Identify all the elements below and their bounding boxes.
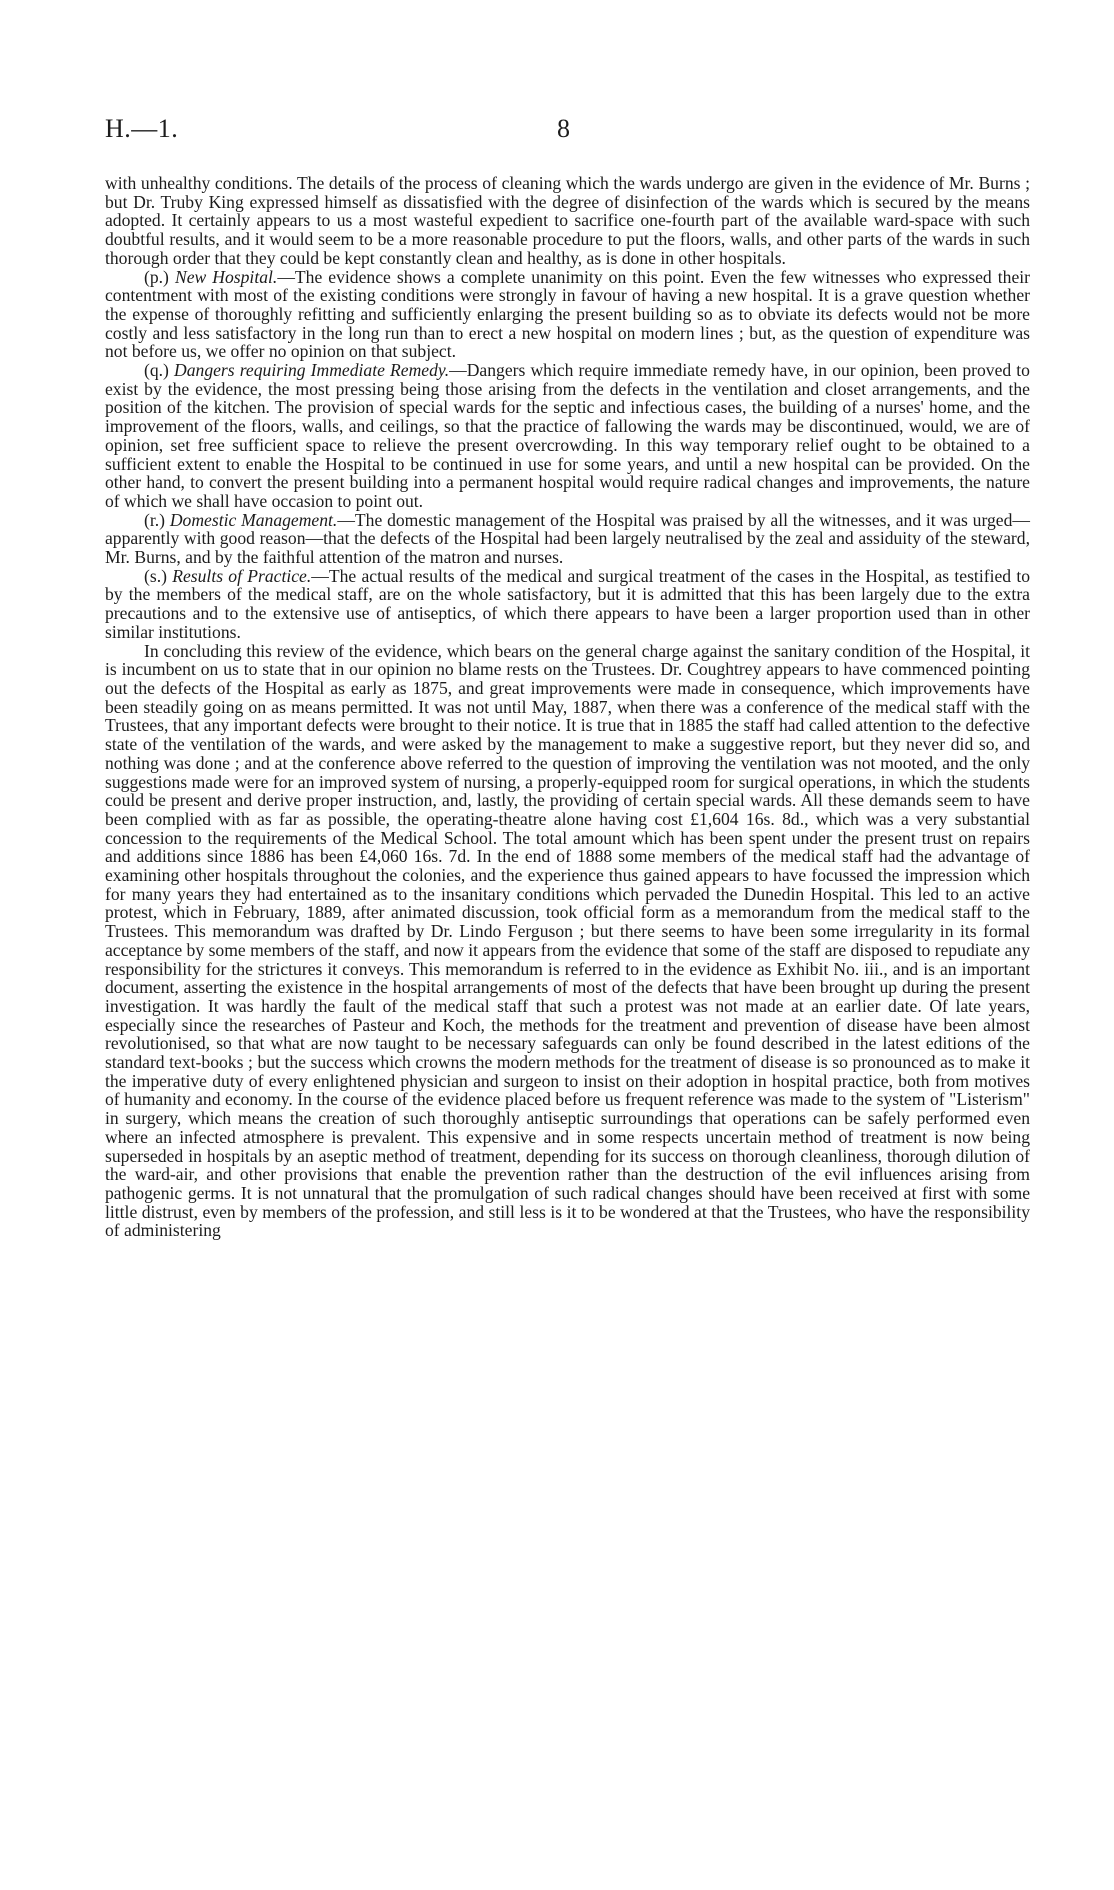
section-label: (p.) — [144, 266, 169, 287]
body-text — [105, 174, 1030, 1240]
section-title: Results of Practice. — [172, 565, 312, 586]
paragraph-text: with unhealthy conditions. The details of the process of cleaning which the wards undergo are given in the evidence of Mr. Burns ; but Dr. Truby King expressed himself as dissatisfied with the degree of disinfection of the wards which is secured by the means adopted. It certainly appears to us a most wasteful expedient to sacrifice one-fourth part of the available ward-space with such doubtful results, and it would seem to be a more reasonable procedure to put the floors, walls, and other parts of the wards in such thorough order that they could be kept constantly clean and healthy, as is done in other hospitals. — [105, 173, 1030, 268]
section-label: (q.) — [144, 360, 169, 381]
paragraph-text: —The actual results of the medical and surgical treatment of the cases in the Hospital, as testified to by the members of the medical staff, are on the whole satisfactory, but it is admitted that this has been largely due to the extra precautions and to the extensive use of antiseptics, of which there appears to have been a larger proportion used than in other similar institutions. — [105, 565, 1030, 642]
paragraph-continuation — [105, 174, 1030, 268]
page-number: 8 — [557, 114, 570, 143]
paragraph-text: In concluding this review of the evidence, which bears on the general charge against the sanitary condition of the Hospital, it is incumbent on us to state that in our opinion no blame rests on the Trustees. Dr. Coughtrey appears to have commenced pointing out the defects of the Hospital as early as 1875, and great improvements were made in consequence, which improvements have been steadily going on as means permitted. It was not until May, 1887, when there was a conference of the medical staff with the Trustees, that any important defects were brought to their notice. It is true that in 1885 the staff had called attention to the defective state of the ventilation of the wards, and were asked by the management to make a suggestive report, but they never did so, and nothing was done ; and at the conference above referred to the question of improving the ventilation was not mooted, and the only suggestions made were for an improved system of nursing, a properly-equipped room for surgical operations, in which the students could be present and derive proper instruction, and, lastly, the providing of certain special wards. All these demands seem to have been complied with as far as possible, the operating-theatre alone having cost £1,604 16s. 8d., which was a very substantial concession to the requirements of the Medical School. The total amount which has been spent under the present trust on repairs and additions since 1886 has been £4,060 16s. 7d. In the end of 1888 some members of the medical staff had the advantage of examining other hospitals throughout the colonies, and the experience thus gained appears to have focussed the impression which for many years they had entertained as to the insanitary conditions which pervaded the Dunedin Hospital. This led to an active protest, which in February, 1889, after animated discussion, took official form as a memorandum from the medical staff to the Trustees. This memorandum was drafted by Dr. Lindo Ferguson ; but there seems to have been some irregularity in its formal acceptance by some members of the staff, and now it appears from the evidence that some of the staff are disposed to repudiate any responsibility for the strictures it conveys. This memorandum is referred to in the evidence as Exhibit No. iii., and is an important document, asserting the existence in the hospital arrangements of most of the defects that have been brought up during the present investigation. It was hardly the fault of the medical staff that such a protest was not made at an earlier date. Of late years, especially since the researches of Pasteur and Koch, the methods for the treatment and prevention of disease have been almost revolutionised, so that what are now taught to be necessary safeguards can only be found described in the latest editions of the standard text-books ; but the success which crowns the modern methods for the treatment of disease is so pronounced as to make it the imperative duty of every enlightened physician and surgeon to insist on their adoption in hospital practice, both from motives of humanity and economy. In the course of the evidence placed before us frequent reference was made to the system of "Listerism" in surgery, which means the creation of such thoroughly antiseptic surroundings that operations can be safely performed even where an infected atmosphere is prevalent. This expensive and in some respects uncertain method of treatment is now being superseded in hospitals by an aseptic method of treatment, depending for its success on thorough cleanliness, thorough dilution of the ward-air, and other provisions that enable the prevention rather than the destruction of the evil influences arising from pathogenic germs. It is not unnatural that the promulgation of such radical changes should have been received at first with some little distrust, even by members of the profession, and still less is it to be wondered at that the Trustees, who have the responsibility of administering — [105, 640, 1030, 1241]
paragraph-results-of-practice — [105, 567, 1030, 642]
paragraph-concluding-review — [105, 642, 1030, 1241]
paragraph-text: —The domestic management of the Hospital was praised by all the witnesses, and it was urged—apparently with good reason—that the defects of the Hospital had been largely neutralised by the zeal and assiduity of the steward, Mr. Burns, and by the faithful attention of the matron and nurses. — [105, 509, 1030, 568]
paragraph-domestic-management — [105, 511, 1030, 567]
paragraph-text: —Dangers which require immediate remedy have, in our opinion, been proved to exist by the evidence, the most pressing being those arising from the defects in the ventilation and closet arrangements, and the position of the kitchen. The provision of special wards for the septic and infectious cases, the building of a nurses' home, and the improvement of the floors, walls, and ceilings, so that the practice of fallowing the wards may be discontinued, would, we are of opinion, set free sufficient space to relieve the present overcrowding. In this way temporary relief ought to be obtained to a sufficient extent to enable the Hospital to be continued in use for some years, and until a new hospital can be provided. On the other hand, to convert the present building into a permanent hospital would require radical changes and improvements, the nature of which we shall have occasion to point out. — [105, 360, 1030, 511]
section-title: Dangers requiring Immediate Remedy. — [174, 360, 450, 381]
paragraph-new-hospital — [105, 268, 1030, 362]
section-label: (s.) — [144, 565, 167, 586]
page-header-reference: H.—1. — [105, 114, 179, 143]
paragraph-dangers — [105, 361, 1030, 511]
paragraph-text: —The evidence shows a complete unanimity on this point. Even the few witnesses who expressed their contentment with most of the existing conditions were strongly in favour of having a new hospital. It is a grave question whether the expense of thoroughly refitting and sufficiently enlarging the present building so as to obviate its defects would not be more costly and less satisfactory in the long run than to erect a new hospital on modern lines ; but, as the question of expenditure was not before us, we offer no opinion on that subject. — [105, 266, 1031, 362]
section-label: (r.) — [144, 509, 166, 530]
section-title: Domestic Management. — [169, 509, 338, 530]
section-title: New Hospital. — [174, 266, 278, 287]
